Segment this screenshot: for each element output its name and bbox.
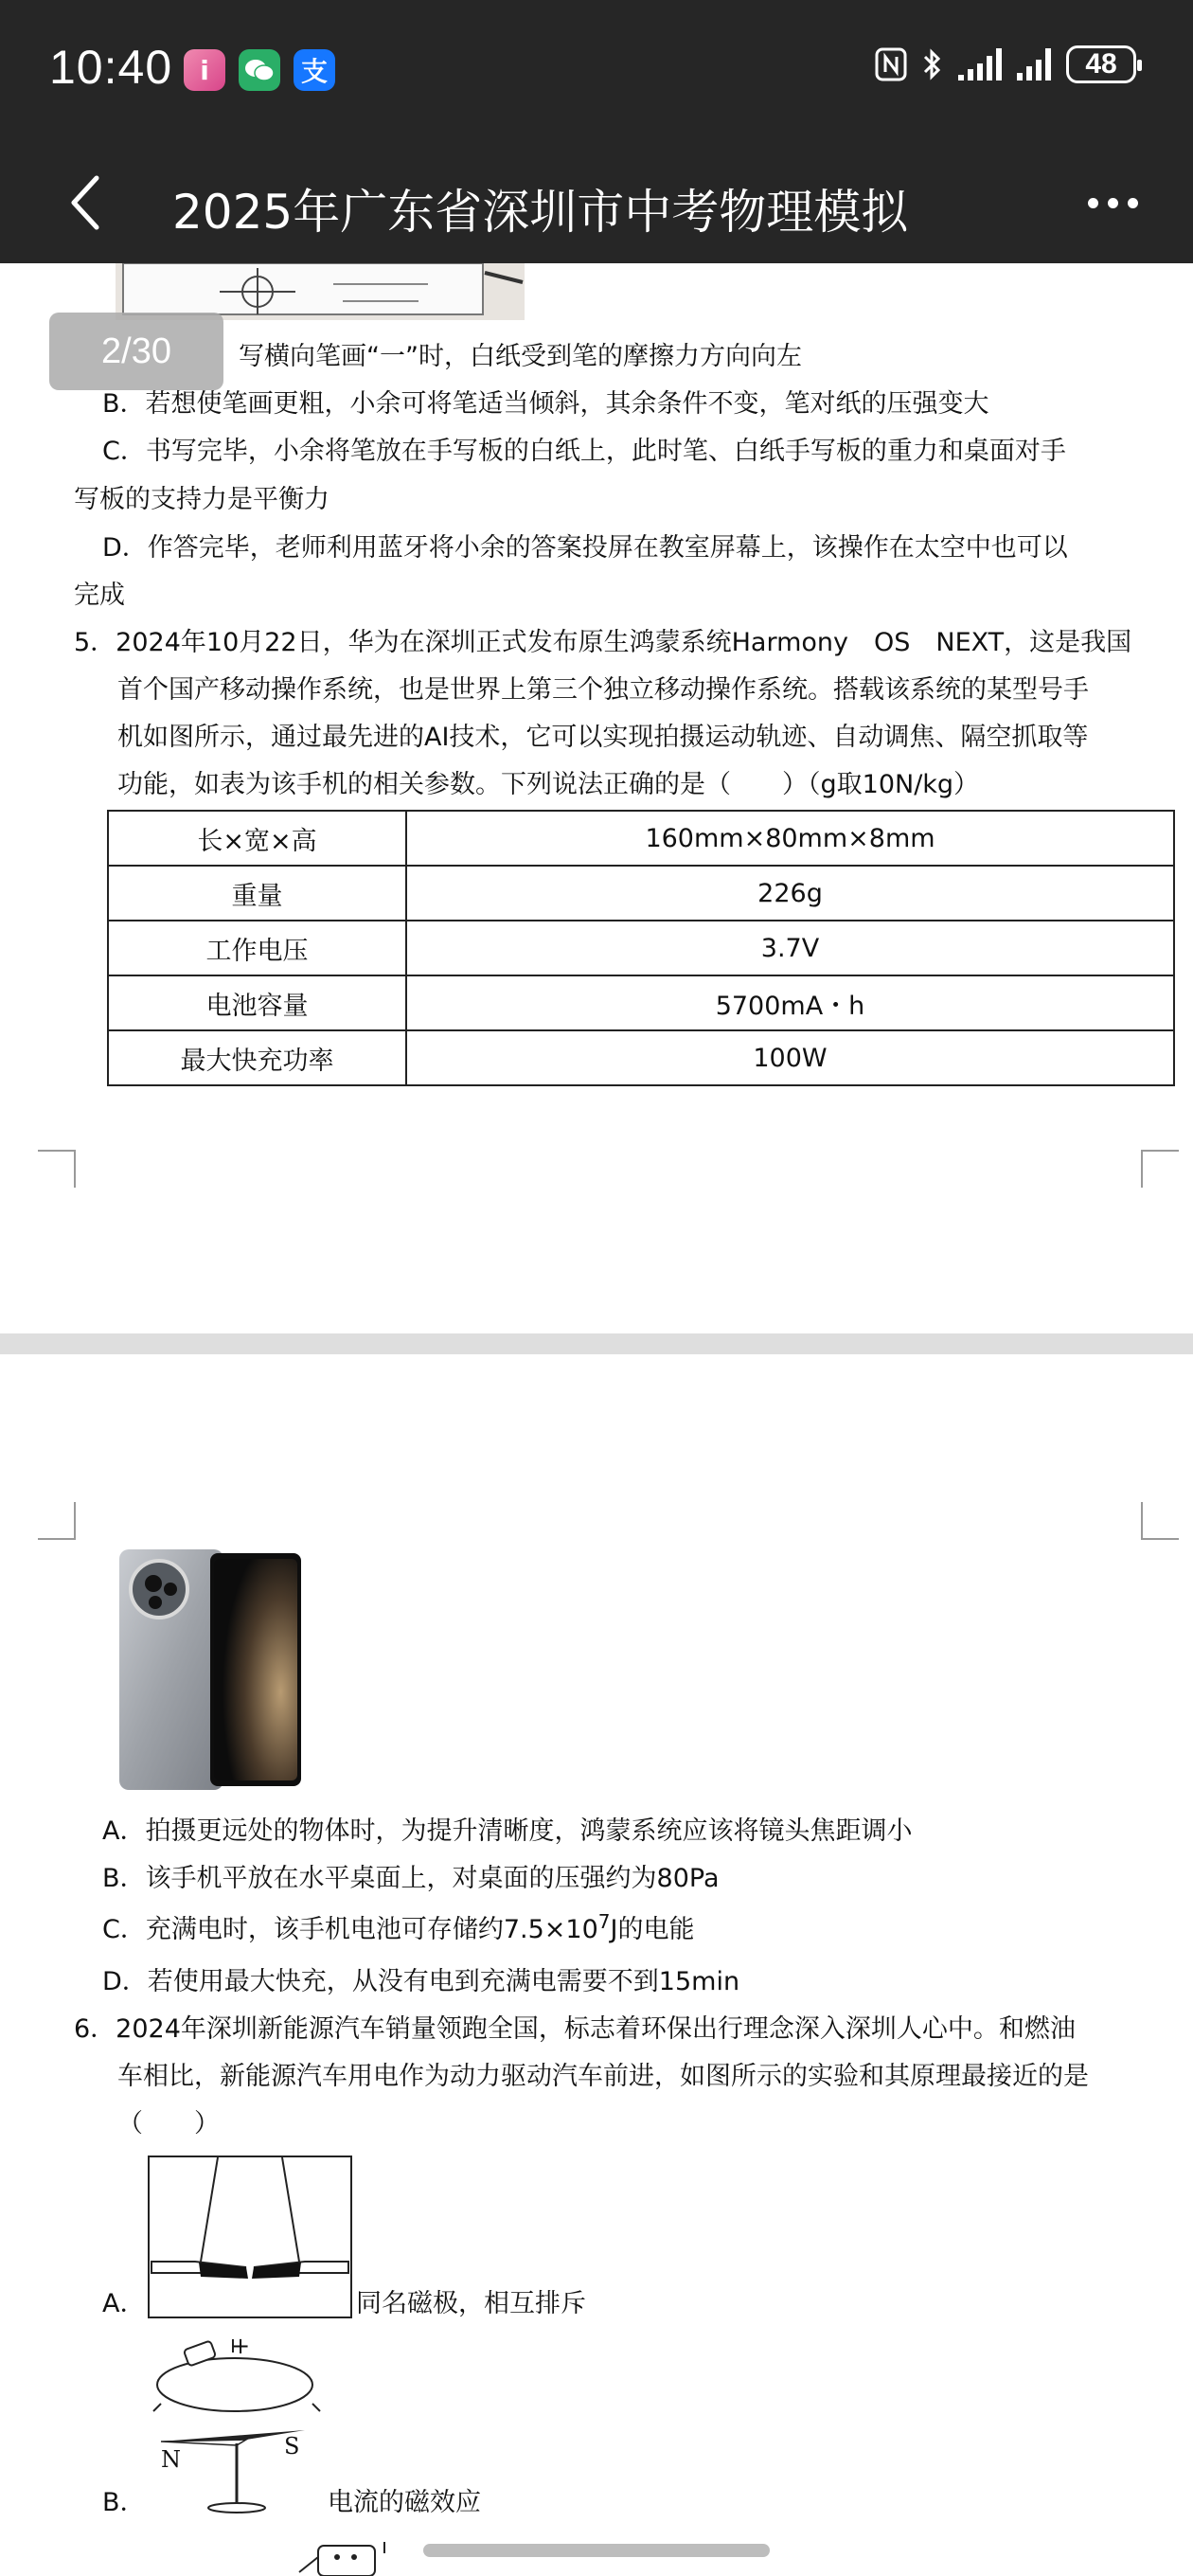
q5-option-c-unit: J的电能: [610, 1915, 695, 1944]
table-key: 电池容量: [108, 975, 406, 1030]
q6-option-b-label: B．: [102, 2488, 146, 2517]
q5-option-c-text: C．充满电时，该手机电池可存储约7.5×10: [102, 1915, 598, 1944]
page-corner-mark: [1141, 1502, 1179, 1540]
q5-option-a: A．拍摄更远处的物体时，为提升清晰度，鸿蒙系统应该将镜头焦距调小: [102, 1816, 913, 1846]
q6-option-b-caption: 电流的磁效应: [328, 2488, 481, 2517]
q4-option-a-text: 写横向笔画“一”时，白纸受到笔的摩擦力方向向左: [239, 342, 802, 371]
signal-1-icon: [958, 48, 1002, 80]
table-value: 100W: [406, 1030, 1174, 1085]
table-value: 160mm×80mm×8mm: [406, 811, 1174, 866]
table-key: 重量: [108, 866, 406, 921]
q4-option-d-text: D．作答完毕，老师利用蓝牙将小余的答案投屏在教室屏幕上，该操作在太空中也可以: [102, 533, 1068, 563]
back-button[interactable]: [47, 161, 123, 244]
status-indicators: [875, 45, 1136, 83]
q6-stem-line-2: 车相比，新能源汽车用电作为动力驱动汽车前进，如图所示的实验和其原理最接近的是: [117, 2062, 1089, 2091]
q4-option-c-text-cont: 写板的支持力是平衡力: [74, 485, 329, 514]
table-row: [108, 921, 1174, 975]
bluetooth-icon: [922, 47, 943, 81]
page-separator: [0, 1333, 1193, 1354]
phone-parameters-table: [107, 810, 1175, 1086]
q6-stem-line-3: （ ）: [117, 2109, 220, 2138]
q4-option-b-text: B．若想使笔画更粗，小余可将笔适当倾斜，其余条件不变，笔对纸的压强变大: [102, 389, 989, 419]
q5-stem-line-3: 机如图所示，通过最先进的AI技术，它可以实现拍摄运动轨迹、自动调焦、隔空抓取等: [117, 723, 1089, 752]
q5-stem-line-1: 5．2024年10月22日，华为在深圳正式发布原生鸿蒙系统Harmony OS NEXT，这是我国: [74, 628, 1132, 657]
q5-option-b: B．该手机平放在水平桌面上，对桌面的压强约为80Pa: [102, 1864, 720, 1893]
battery-icon: [1066, 45, 1136, 83]
more-options-button[interactable]: [1070, 174, 1155, 231]
page-corner-mark: [38, 1150, 76, 1188]
writing-board-image: [116, 263, 525, 320]
app-notification-icon: i: [184, 49, 225, 91]
table-value: 3.7V: [406, 921, 1174, 975]
alipay-icon: 支: [294, 49, 335, 91]
table-value: 226g: [406, 866, 1174, 921]
diagram-plus-label: +: [231, 2333, 251, 2359]
document-title: 2025年广东省深圳市中考物理模拟: [172, 185, 909, 240]
table-key: 最大快充功率: [108, 1030, 406, 1085]
diagram-north-label: N: [161, 2446, 181, 2473]
table-row: [108, 975, 1174, 1030]
table-value: 5700mA・h: [406, 975, 1174, 1030]
q6-option-a-label: A．: [102, 2289, 146, 2318]
status-time: 10:40: [49, 41, 173, 94]
next-diagram-partial: [280, 2538, 403, 2576]
table-key: 工作电压: [108, 921, 406, 975]
table-key: 长×宽×高: [108, 811, 406, 866]
q5-stem-line-2: 首个国产移动操作系统，也是世界上第三个独立移动操作系统。搭载该系统的某型号手: [117, 675, 1089, 705]
q4-option-c-text: C．书写完毕，小余将笔放在手写板的白纸上，此时笔、白纸手写板的重力和桌面对手: [102, 437, 1066, 466]
q5-option-c: [102, 1910, 694, 1946]
q5-option-d: D．若使用最大快充，从没有电到充满电需要不到15min: [102, 1967, 740, 1996]
table-row: [108, 1030, 1174, 1085]
table-row: [108, 811, 1174, 866]
nfc-icon: [875, 47, 907, 81]
title-bar: [0, 142, 1193, 263]
q5-stem-line-4: 功能，如表为该手机的相关参数。下列说法正确的是（ ）（g取10N/kg）: [117, 770, 980, 799]
battery-level: 48: [1085, 48, 1117, 80]
chevron-left-icon: [66, 174, 104, 231]
page-corner-mark: [1141, 1150, 1179, 1188]
repelling-magnets-diagram: [148, 2156, 352, 2318]
page-indicator: 2/30: [49, 313, 223, 390]
status-bar: [0, 0, 1193, 142]
q4-option-d-text-cont: 完成: [74, 581, 125, 610]
q6-stem-line-1: 6．2024年深圳新能源汽车销量领跑全国，标志着环保出行理念深入深圳人心中。和燃油: [74, 2014, 1076, 2044]
diagram-south-label: S: [284, 2433, 300, 2460]
page-corner-mark: [38, 1502, 76, 1540]
table-row: [108, 866, 1174, 921]
signal-2-icon: [1017, 48, 1051, 80]
phone-image: [116, 1544, 305, 1796]
q5-option-c-exponent: 7: [597, 1910, 611, 1933]
home-indicator[interactable]: [423, 2544, 770, 2557]
q6-option-a-caption: 同名磁极，相互排斥: [356, 2289, 586, 2318]
wechat-icon: [239, 49, 280, 91]
